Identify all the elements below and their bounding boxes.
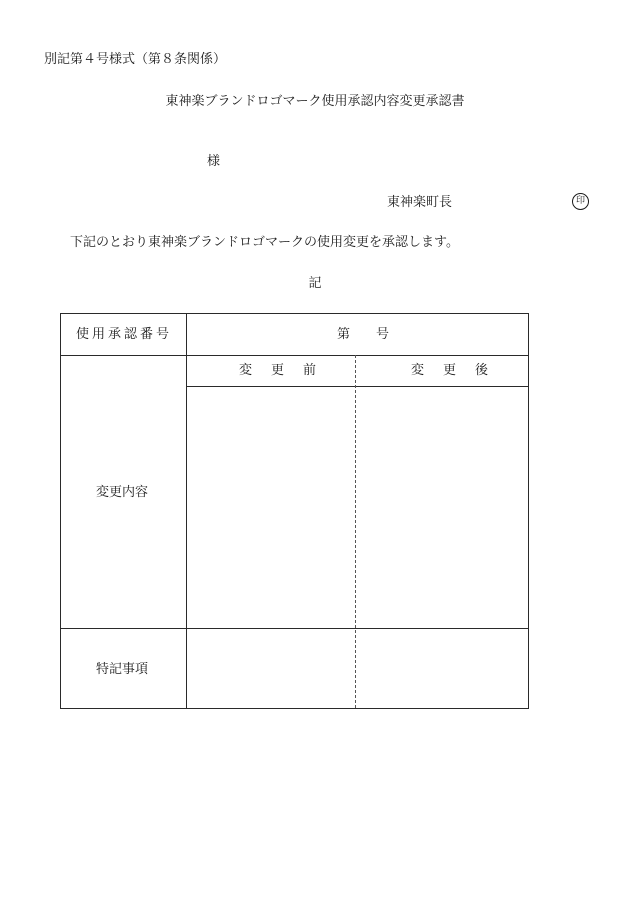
- change-content-label: 変更内容: [96, 485, 149, 500]
- special-notes-after-cell[interactable]: [356, 629, 528, 708]
- approval-statement: 下記のとおり東神楽ブランドロゴマークの使用変更を承認します。: [70, 235, 459, 250]
- row-divider-header: [61, 355, 528, 356]
- before-change-content-cell[interactable]: [187, 387, 355, 628]
- before-change-header: 変 更 前: [239, 363, 320, 378]
- special-notes-label: 特記事項: [96, 662, 149, 677]
- seal-icon: 印: [572, 193, 589, 210]
- issuer-name: 東神楽町長: [387, 195, 453, 210]
- after-change-content-cell[interactable]: [356, 387, 528, 628]
- addressee-honorific: 様: [207, 154, 221, 169]
- document-title: 東神楽ブランドロゴマーク使用承認内容変更承認書: [165, 94, 465, 109]
- form-number-label: 別記第４号様式（第８条関係）: [44, 52, 227, 67]
- after-change-header: 変 更 後: [411, 363, 492, 378]
- approval-number-label: 使用承認番号: [76, 327, 173, 342]
- special-notes-before-cell[interactable]: [187, 629, 355, 708]
- ki-heading: 記: [308, 276, 322, 291]
- approval-form-table: [60, 313, 529, 709]
- approval-number-value: 第 号: [337, 327, 390, 342]
